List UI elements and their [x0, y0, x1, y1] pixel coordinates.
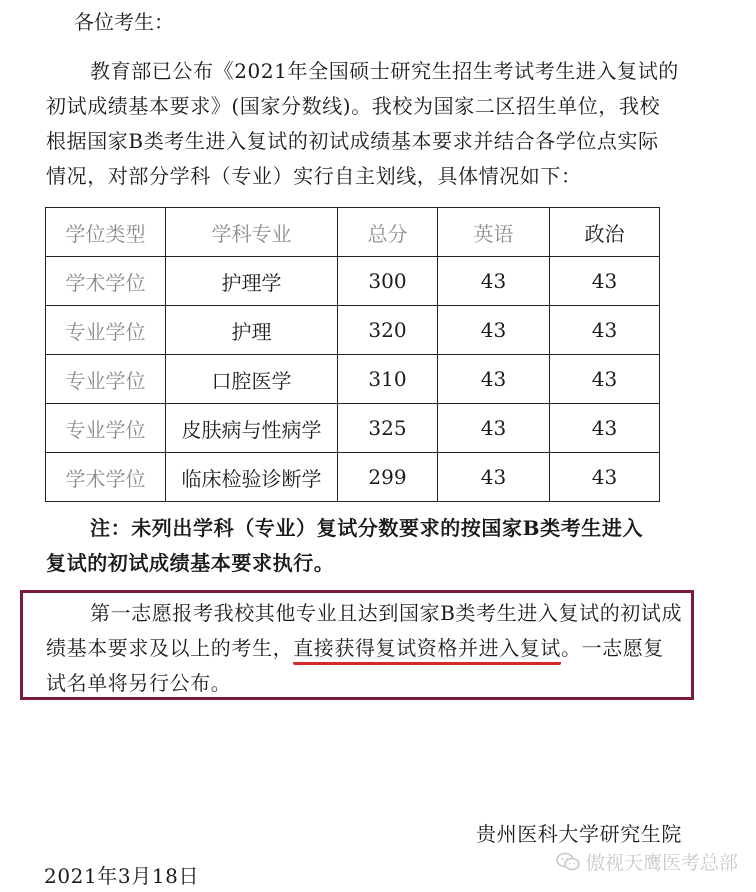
cell-degree-type: 学术学位 [46, 453, 166, 502]
cell-total: 310 [338, 355, 438, 404]
highlight-line-2-end: 。一志愿复 [561, 636, 665, 660]
cell-politics: 43 [550, 306, 660, 355]
watermark-text: 傲视天鹰医考总部 [586, 852, 739, 874]
cell-total: 325 [338, 404, 438, 453]
note-line-2: 复试的初试成绩基本要求执行。 [46, 551, 335, 575]
cell-major: 临床检验诊断学 [166, 453, 338, 502]
note-line-1: 注：未列出学科（专业）复试分数要求的按国家B类考生进入 [90, 516, 644, 540]
table-row [46, 306, 660, 355]
table-row [46, 355, 660, 404]
header-politics: 政治 [550, 208, 660, 257]
cell-major: 护理 [166, 306, 338, 355]
highlight-line-2 [46, 632, 664, 661]
highlight-line-3: 试名单将另行公布。 [46, 671, 232, 695]
cell-english: 43 [438, 355, 550, 404]
cell-total: 320 [338, 306, 438, 355]
cell-major: 皮肤病与性病学 [166, 404, 338, 453]
cell-total: 299 [338, 453, 438, 502]
header-total: 总分 [338, 208, 438, 257]
highlight-line-1: 第一志愿报考我校其他专业且达到国家B类考生进入复试的初试成 [90, 601, 683, 625]
table-row [46, 257, 660, 306]
cell-english: 43 [438, 404, 550, 453]
intro-line-4: 情况，对部分学科（专业）实行自主划线，具体情况如下： [46, 164, 582, 188]
table-row [46, 453, 660, 502]
cell-total: 300 [338, 257, 438, 306]
underlined-phrase: 直接获得复试资格并进入复试 [293, 636, 561, 665]
cell-politics: 43 [550, 404, 660, 453]
cell-degree-type: 学术学位 [46, 257, 166, 306]
cell-politics: 43 [550, 257, 660, 306]
table-row [46, 404, 660, 453]
header-english: 英语 [438, 208, 550, 257]
date: 2021年3月18日 [44, 864, 200, 888]
intro-line-2: 初试成绩基本要求》(国家分数线)。我校为国家二区招生单位，我校 [46, 94, 661, 118]
cell-degree-type: 专业学位 [46, 355, 166, 404]
score-table [45, 207, 660, 502]
cell-major: 护理学 [166, 257, 338, 306]
table-header-row [46, 208, 660, 257]
watermark [556, 848, 738, 875]
cell-politics: 43 [550, 355, 660, 404]
cell-major: 口腔医学 [166, 355, 338, 404]
cell-english: 43 [438, 257, 550, 306]
cell-degree-type: 专业学位 [46, 404, 166, 453]
cell-politics: 43 [550, 453, 660, 502]
header-major: 学科专业 [166, 208, 338, 257]
cell-english: 43 [438, 453, 550, 502]
cell-degree-type: 专业学位 [46, 306, 166, 355]
header-degree-type: 学位类型 [46, 208, 166, 257]
greeting: 各位考生： [74, 10, 174, 34]
intro-line-3: 根据国家B类考生进入复试的初试成绩基本要求并结合各学位点实际 [46, 129, 659, 153]
highlight-line-2-start: 绩基本要求及以上的考生， [46, 636, 294, 660]
signature: 贵州医科大学研究生院 [476, 822, 682, 846]
intro-line-1: 教育部已公布《2021年全国硕士研究生招生考试考生进入复试的 [90, 59, 679, 83]
wechat-icon [556, 852, 580, 872]
cell-english: 43 [438, 306, 550, 355]
